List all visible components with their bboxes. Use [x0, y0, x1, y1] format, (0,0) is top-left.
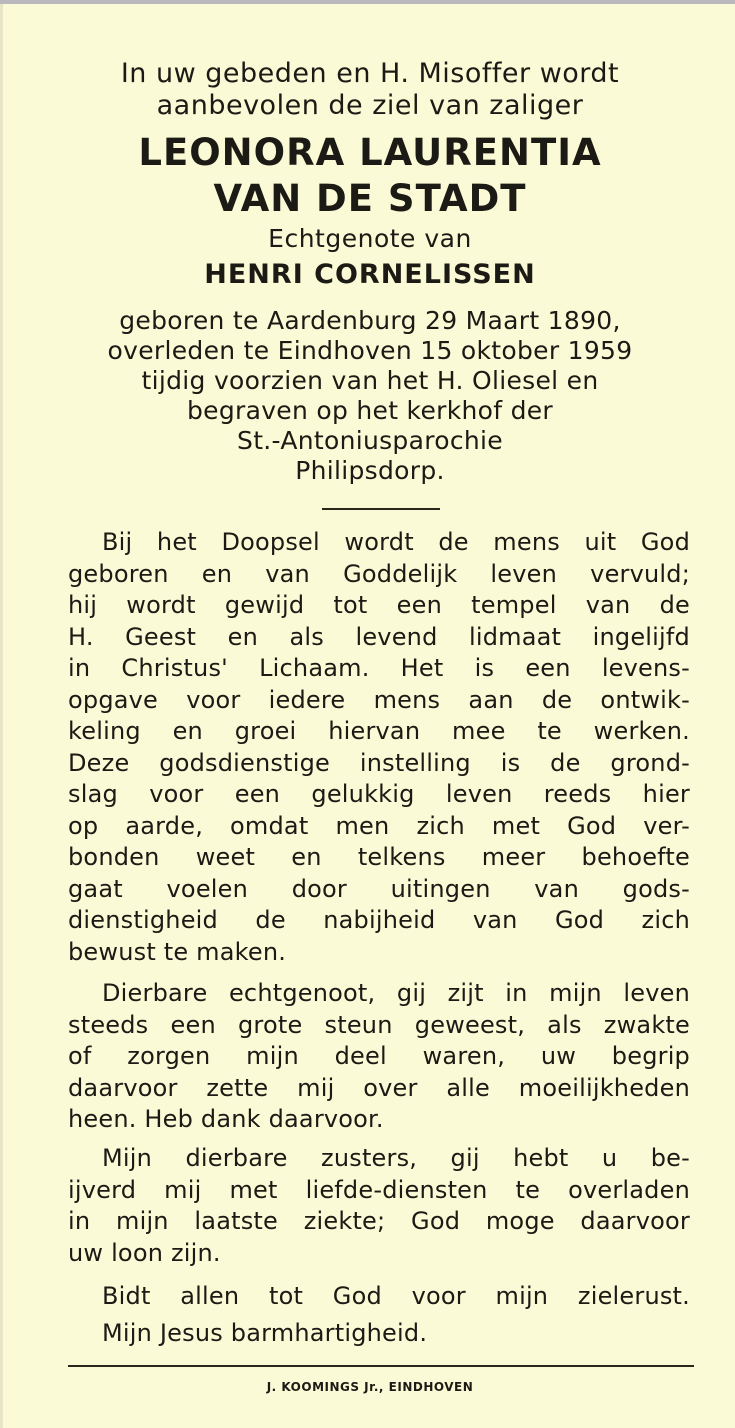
life-details-line: tijdig voorzien van het H. Oliesel en [141, 366, 599, 395]
paragraph-line: Bij het Doopsel wordt de mens uit God [102, 528, 690, 556]
paragraph-line: hij wordt gewijd tot een tempel van de [68, 591, 690, 619]
deceased-name [60, 130, 680, 222]
paragraph-line: ijverd mij met liefde-diensten te overladen [68, 1175, 690, 1204]
paragraph-line: steeds een grote steun geweest, als zwakte [68, 1010, 690, 1039]
paragraph-line: Mijn dierbare zusters, gij hebt u be- [102, 1144, 690, 1172]
spouse-name: HENRI CORNELISSEN [204, 259, 536, 290]
paragraph-line: opgave voor iedere mens aan de ontwik- [68, 685, 690, 714]
bottom-divider [68, 1365, 694, 1367]
spouse-label: Echtgenote van [268, 224, 472, 253]
paragraph-line: bewust te maken. [68, 937, 287, 966]
printer-imprint: J. KOOMINGS Jr., EINDHOVEN [266, 1380, 474, 1394]
paragraph-line: heen. Heb dank daarvoor. [68, 1105, 384, 1133]
paragraph-line: slag voor een gelukkig leven reeds hier [68, 780, 690, 808]
life-details-line: geboren te Aardenburg 29 Maart 1890, [119, 306, 621, 335]
paragraph-line: op aarde, omdat men zich met God ver- [68, 811, 690, 840]
life-details-line: Philipsdorp. [295, 456, 445, 485]
paragraph-line: keling en groei hiervan mee te werken. [68, 717, 690, 745]
life-details-line: overleden te Eindhoven 15 oktober 1959 [107, 336, 633, 365]
intro-line: aanbevolen de ziel van zaliger [156, 90, 584, 121]
life-details-line: begraven op het kerkhof der [186, 396, 553, 425]
invocation-paragraph [68, 1318, 690, 1350]
paragraph-line: Dierbare echtgenoot, gij zijt in mijn leven [102, 979, 690, 1007]
paragraph-line: Bidt allen tot God voor mijn zielerust. [102, 1282, 690, 1310]
paragraph-line: geboren en van Goddelijk leven vervuld; [68, 559, 690, 588]
paragraph-line: Mijn Jesus barmhartigheid. [102, 1319, 428, 1347]
paragraph-line: daarvoor zette mij over alle moeilijkheden [68, 1073, 690, 1102]
prayer-paragraph [68, 1281, 690, 1313]
intro-text [60, 58, 680, 122]
deceased-name-line: LEONORA LAURENTIA [138, 131, 602, 174]
deceased-name-line: VAN DE STADT [213, 177, 527, 220]
section-divider [322, 508, 440, 510]
paragraph-line: in Christus' Lichaam. Het is een levens- [68, 654, 690, 682]
paragraph-line: H. Geest en als levend lidmaat ingelijfd [68, 622, 690, 651]
paragraph-line: dienstigheid de nabijheid van God zich [68, 906, 690, 934]
life-details-line: St.-Antoniusparochie [237, 426, 503, 455]
paragraph-line: Deze godsdienstige instelling is de grond- [68, 748, 690, 777]
paragraph-line: in mijn laatste ziekte; God moge daarvoor [68, 1207, 690, 1235]
husband-paragraph [68, 978, 690, 1136]
life-details [60, 306, 680, 486]
intro-line: In uw gebeden en H. Misoffer wordt [120, 58, 620, 89]
paragraph-line: uw loon zijn. [68, 1238, 221, 1267]
paragraph-line: of zorgen mijn deel waren, uw begrip [68, 1042, 690, 1070]
sisters-paragraph [68, 1143, 690, 1269]
paragraph-line: gaat voelen door uitingen van gods- [68, 874, 690, 903]
paragraph-line: bonden weet en telkens meer behoefte [68, 843, 690, 871]
baptism-paragraph [68, 527, 690, 968]
